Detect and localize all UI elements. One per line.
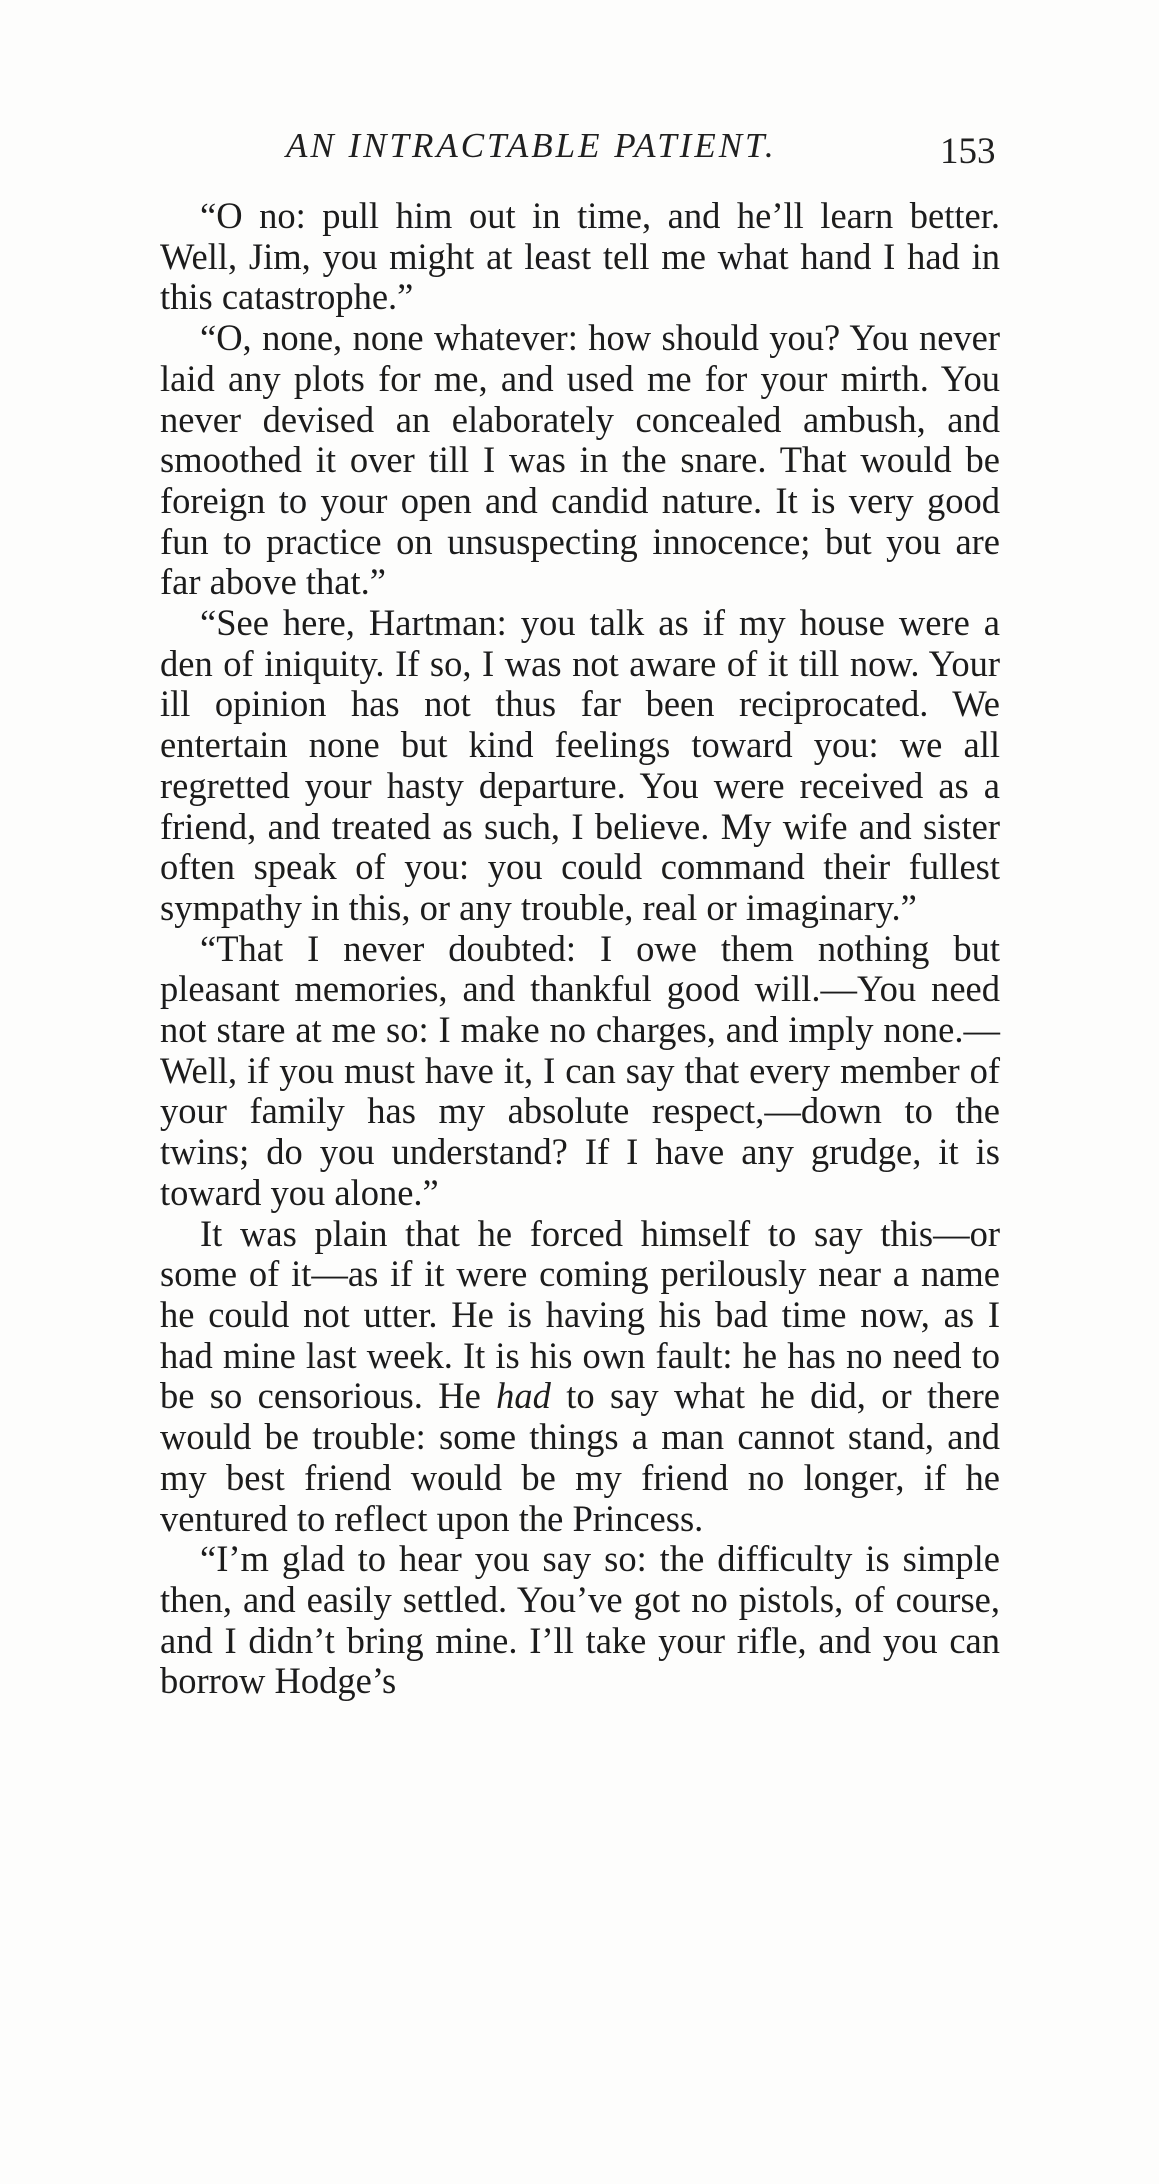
paragraph-1: “O no: pull him out in time, and he’ll learn better. Well, Jim, you might at least tell me what hand I had in this catastrophe.” xyxy=(160,195,1000,318)
paragraph-5-text-after: to say what he did, or there would be trouble: some things a man cannot stand, and my best friend would be my friend no longer, if he ventured to reflect upon the Princess. xyxy=(160,1375,1000,1539)
running-title: AN INTRACTABLE PATIENT. xyxy=(286,126,777,165)
running-header xyxy=(0,126,1159,176)
emphasized-word: had xyxy=(496,1375,551,1417)
paragraph-6: “I’m glad to hear you say so: the difficulty is simple then, and easily settled. You’ve got no pistols, of course, and I didn’t bring mine. I’ll take your rifle, and you can borrow Hodge’s xyxy=(160,1538,1000,1702)
body-text xyxy=(160,196,1000,1702)
page-number: 153 xyxy=(940,131,996,172)
paragraph-4: “That I never doubted: I owe them nothing but pleasant memories, and thankful good will.—You need not stare at me so: I make no charges, and imply none.—Well, if you must have it, I can say that every member of your family has my absolute respect,—down to the twins; do you understand? If I have any grudge, it is toward you alone.” xyxy=(160,927,1000,1213)
paragraph-2: “O, none, none whatever: how should you? You never laid any plots for me, and used me for your mirth. You never devised an elaborately concealed ambush, and smoothed it over till I was in the snare. That would be foreign to your open and candid nature. It is very good fun to practice on unsuspecting innocence; but you are far above that.” xyxy=(160,317,1000,603)
paragraph-3: “See here, Hartman: you talk as if my house were a den of iniquity. If so, I was not aware of it till now. Your ill opinion has not thus far been reciprocated. We entertain none but kind feelings toward you: we all regretted your hasty departure. You were received as a friend, and treated as such, I believe. My wife and sister often speak of you: you could command their fullest sympathy in this, or any trouble, real or imaginary.” xyxy=(160,602,1000,928)
paragraph-5 xyxy=(160,1214,1000,1540)
paragraph-5-text-before: It was plain that he forced himself to say this—or some of it—as if it were coming perilously near a name he could not utter. He is having his bad time now, as I had mine last week. It is his own fault: he has no need to be so censorious. He xyxy=(160,1212,1000,1417)
